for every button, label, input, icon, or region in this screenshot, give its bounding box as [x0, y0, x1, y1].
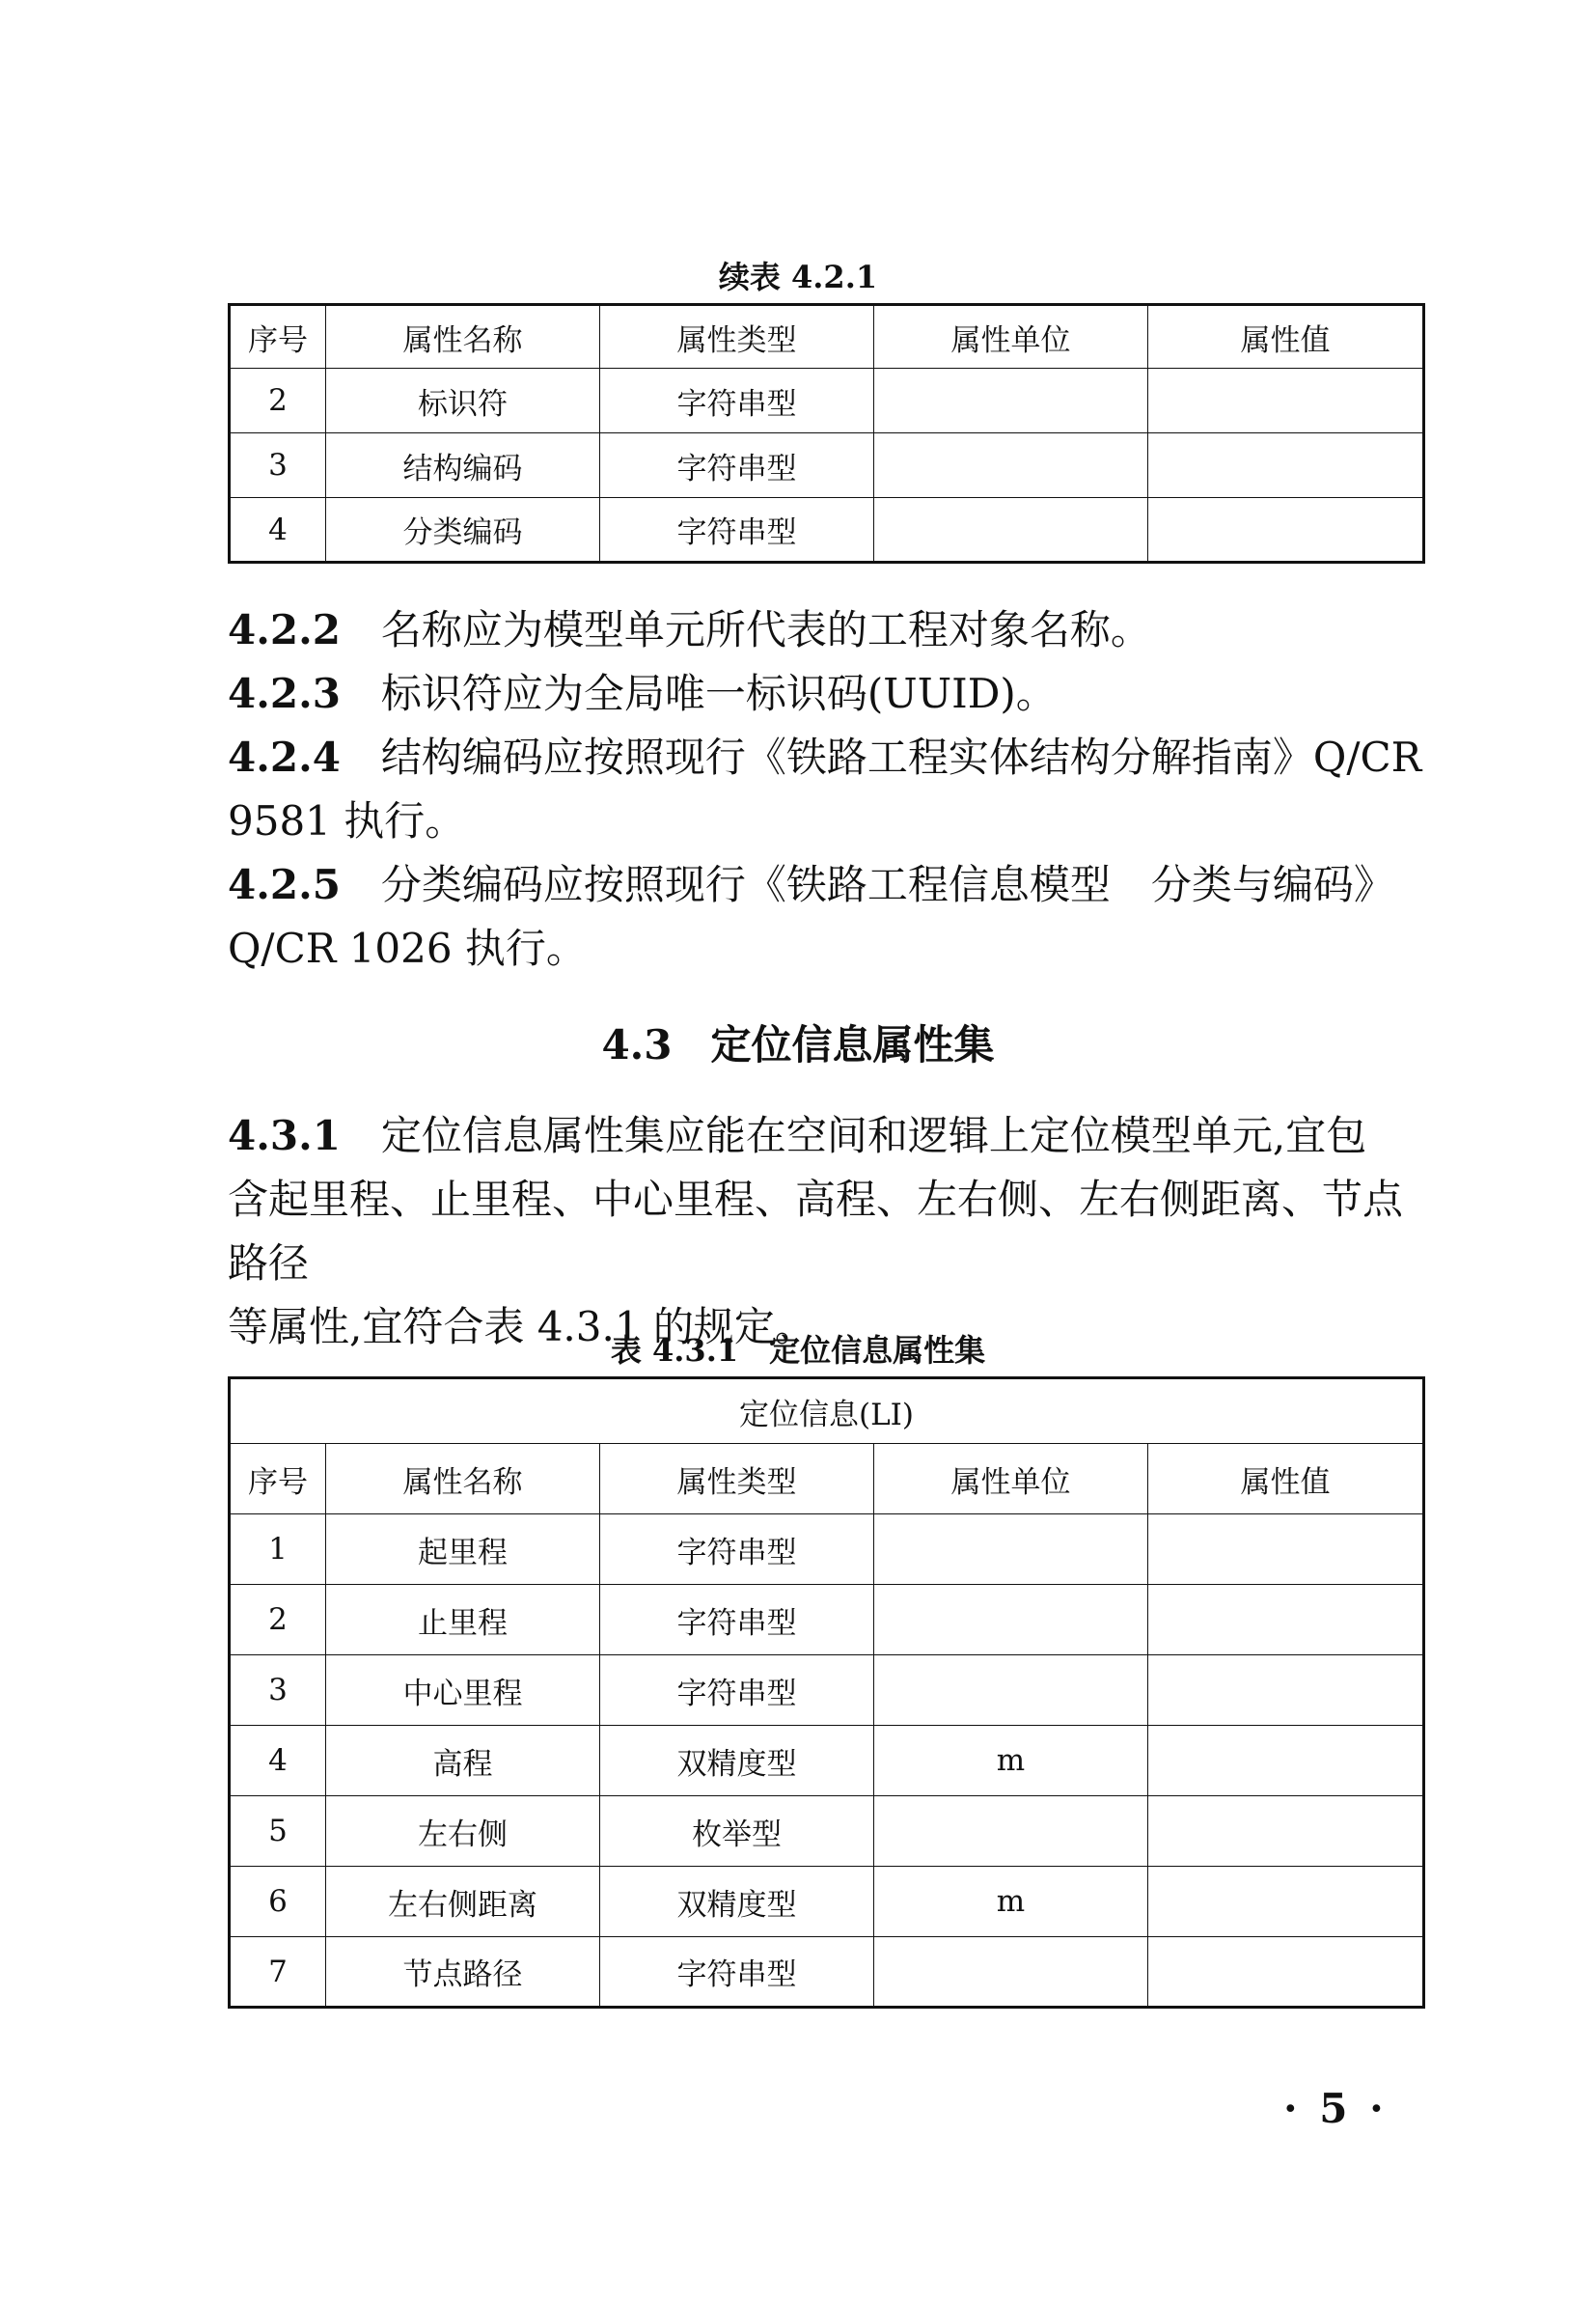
cell-value	[1148, 1937, 1424, 2008]
clause-text: 结构编码应按照现行《铁路工程实体结构分解指南》Q/CR	[380, 734, 1422, 781]
table-header-row	[230, 1444, 1424, 1514]
cell-unit: m	[874, 1726, 1148, 1796]
cell-name: 止里程	[326, 1585, 600, 1655]
cell-index: 3	[230, 1655, 326, 1726]
cell-type: 字符串型	[600, 1937, 874, 2008]
table-row	[230, 1937, 1424, 2008]
cell-name: 标识符	[326, 369, 600, 433]
cell-index: 4	[230, 1726, 326, 1796]
header-cell: 属性单位	[874, 305, 1148, 369]
cell-index: 4	[230, 498, 326, 563]
cell-type: 双精度型	[600, 1867, 874, 1937]
table-row	[230, 498, 1424, 563]
cell-type: 字符串型	[600, 369, 874, 433]
section-heading	[0, 1013, 1596, 1071]
cell-value	[1148, 498, 1424, 563]
clause-4-2-4	[228, 726, 1422, 853]
cell-name: 结构编码	[326, 433, 600, 498]
clause-number: 4.3.1	[228, 1112, 341, 1159]
cell-name: 中心里程	[326, 1655, 600, 1726]
group-header-cell: 定位信息(LI)	[230, 1378, 1424, 1444]
cell-type: 字符串型	[600, 1655, 874, 1726]
header-cell: 属性值	[1148, 305, 1424, 369]
cell-type: 字符串型	[600, 433, 874, 498]
cell-index: 1	[230, 1514, 326, 1585]
table-header-row	[230, 305, 1424, 369]
clause-text: 等属性,宜符合表 4.3.1 的规定。	[228, 1303, 815, 1350]
cell-value	[1148, 1726, 1424, 1796]
header-cell: 属性值	[1148, 1444, 1424, 1514]
clause-text: 标识符应为全局唯一标识码(UUID)。	[380, 670, 1057, 717]
cell-index: 2	[230, 1585, 326, 1655]
cell-unit	[874, 433, 1148, 498]
table-row	[230, 1867, 1424, 1937]
cell-name: 左右侧距离	[326, 1867, 600, 1937]
cell-type: 双精度型	[600, 1726, 874, 1796]
header-cell: 序号	[230, 1444, 326, 1514]
cell-unit	[874, 1796, 1148, 1867]
clause-text: Q/CR 1026 执行。	[228, 925, 587, 972]
clause-number: 4.2.4	[228, 734, 341, 781]
header-cell: 属性单位	[874, 1444, 1148, 1514]
cell-name: 起里程	[326, 1514, 600, 1585]
clause-text: 名称应为模型单元所代表的工程对象名称。	[380, 606, 1151, 653]
cell-unit: m	[874, 1867, 1148, 1937]
table-row	[230, 1726, 1424, 1796]
cell-index: 2	[230, 369, 326, 433]
table-caption-continued: 续表 4.2.1	[718, 259, 878, 295]
clause-4-2-3	[228, 662, 1422, 726]
cell-unit	[874, 498, 1148, 563]
header-cell: 序号	[230, 305, 326, 369]
cell-name: 节点路径	[326, 1937, 600, 2008]
cell-unit	[874, 1937, 1148, 2008]
table-row	[230, 1514, 1424, 1585]
cell-unit	[874, 1514, 1148, 1585]
clause-text: 含起里程、止里程、中心里程、高程、左右侧、左右侧距离、节点路径	[228, 1176, 1404, 1287]
header-cell: 属性类型	[600, 305, 874, 369]
clause-4-3-1	[228, 1104, 1422, 1359]
table-row	[230, 1585, 1424, 1655]
cell-value	[1148, 1514, 1424, 1585]
cell-index: 7	[230, 1937, 326, 2008]
cell-index: 5	[230, 1796, 326, 1867]
table-row	[230, 1655, 1424, 1726]
clause-4-2-5	[228, 853, 1422, 981]
cell-value	[1148, 369, 1424, 433]
cell-index: 6	[230, 1867, 326, 1937]
cell-value	[1148, 1585, 1424, 1655]
cell-unit	[874, 1655, 1148, 1726]
clause-text: 分类编码应按照现行《铁路工程信息模型 分类与编码》	[380, 861, 1394, 908]
table-group-row	[230, 1378, 1424, 1444]
location-info-table	[228, 1376, 1425, 2009]
cell-index: 3	[230, 433, 326, 498]
attribute-table-continued	[228, 303, 1425, 564]
header-cell: 属性名称	[326, 1444, 600, 1514]
cell-value	[1148, 433, 1424, 498]
cell-name: 分类编码	[326, 498, 600, 563]
table-row	[230, 1796, 1424, 1867]
cell-name: 左右侧	[326, 1796, 600, 1867]
header-cell: 属性名称	[326, 305, 600, 369]
table-caption: 表 4.3.1 定位信息属性集	[610, 1332, 986, 1369]
cell-value	[1148, 1867, 1424, 1937]
clause-number: 4.2.3	[228, 670, 341, 717]
clause-number: 4.2.5	[228, 861, 341, 908]
section-number: 4.3	[601, 1021, 673, 1068]
section-title: 定位信息属性集	[710, 1021, 995, 1068]
cell-type: 字符串型	[600, 1585, 874, 1655]
clause-4-2-2	[228, 598, 1422, 662]
clause-number: 4.2.2	[228, 606, 341, 653]
cell-unit	[874, 369, 1148, 433]
clause-text: 定位信息属性集应能在空间和逻辑上定位模型单元,宜包	[380, 1112, 1367, 1159]
cell-value	[1148, 1796, 1424, 1867]
cell-type: 字符串型	[600, 498, 874, 563]
cell-unit	[874, 1585, 1148, 1655]
page-number: · 5 ·	[1283, 2085, 1388, 2132]
cell-value	[1148, 1655, 1424, 1726]
cell-name: 高程	[326, 1726, 600, 1796]
header-cell: 属性类型	[600, 1444, 874, 1514]
table-row	[230, 433, 1424, 498]
clause-text: 9581 执行。	[228, 797, 466, 845]
cell-type: 枚举型	[600, 1796, 874, 1867]
cell-type: 字符串型	[600, 1514, 874, 1585]
table-row	[230, 369, 1424, 433]
